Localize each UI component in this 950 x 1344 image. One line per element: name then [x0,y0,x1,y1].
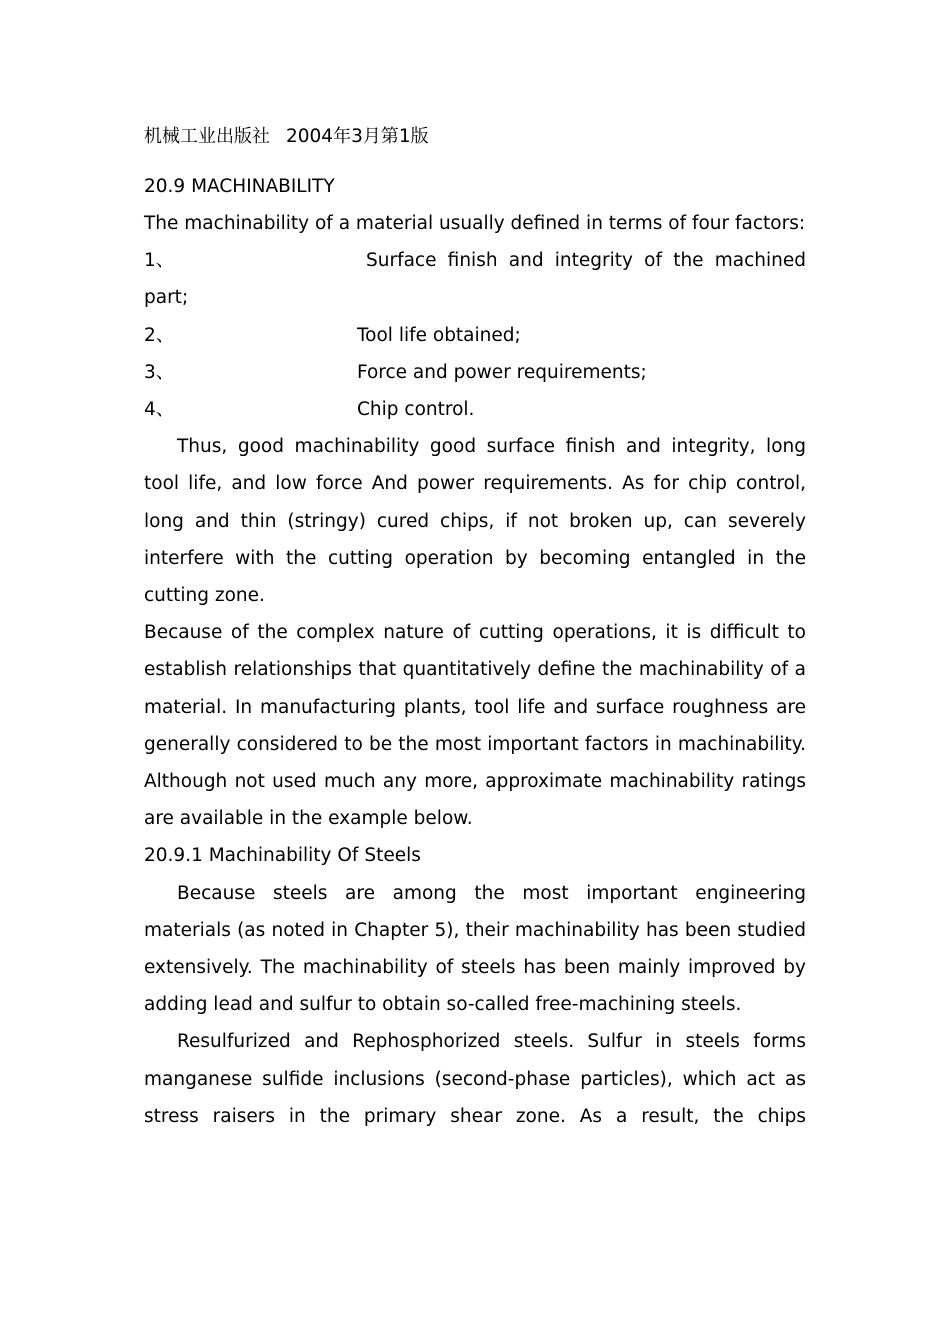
factor-text-line1: Surface finish and integrity of the machined [366,250,806,272]
paragraph-resulfurized: Resulfurized and Rephosphorized steels. Sulfur in steels forms manganese sulfide inclusions (second-phase particles), which act as stress raisers in the primary shear zone. As a result, the chips [144,1031,806,1127]
factor-text: Chip control. [357,399,475,421]
month-suffix: 月第 [362,126,399,147]
factor-item-3 [144,354,806,391]
document-body [144,118,806,1135]
publisher-line [144,118,806,155]
factor-number: 4、 [144,399,175,421]
factor-item-1 [144,242,806,316]
publisher-name: 机械工业出版社 [144,126,270,147]
edition-number: 1 [398,126,411,147]
publication-year: 2004 [286,126,334,147]
paragraph-steels: Because steels are among the most important engineering materials (as noted in Chapter 5), their machinability has been studied extensively. The machinability of steels has been mainly improved by adding lead and sulfur to obtain so-called free-machining steels. [144,882,806,1016]
publication-month: 3 [351,126,363,147]
subsection-heading: 20.9.1 Machinability Of Steels [144,845,421,867]
edition-suffix: 版 [410,126,429,147]
factor-text-line2: part; [144,287,189,309]
factor-number: 2、 [144,324,175,346]
factor-text: Force and power requirements; [357,361,647,383]
factor-text: Tool life obtained; [357,324,521,346]
factor-item-2 [144,317,806,354]
factor-item-4 [144,391,806,428]
factor-number: 1、 [144,250,175,272]
paragraph-thus: Thus, good machinability good surface finish and integrity, long tool life, and low force And power requirements. As for chip control, long and thin (stringy) cured chips, if not broken up, can severely interfere with the cutting operation by becoming entangled in the cutting zone. [144,436,806,607]
year-suffix: 年 [333,126,352,147]
section-heading: 20.9 MACHINABILITY [144,176,335,197]
paragraph-complex-nature: Because of the complex nature of cutting operations, it is difficult to establish relationships that quantitatively define the machinability of a material. In manufacturing plants, tool life and surface roughness are generally considered to be the most important factors in machinability. Although not used much any more, approximate machinability ratings are available in the example below. [144,622,806,830]
factor-number: 3、 [144,361,175,383]
intro-paragraph: The machinability of a material usually defined in terms of four factors: [144,213,806,234]
